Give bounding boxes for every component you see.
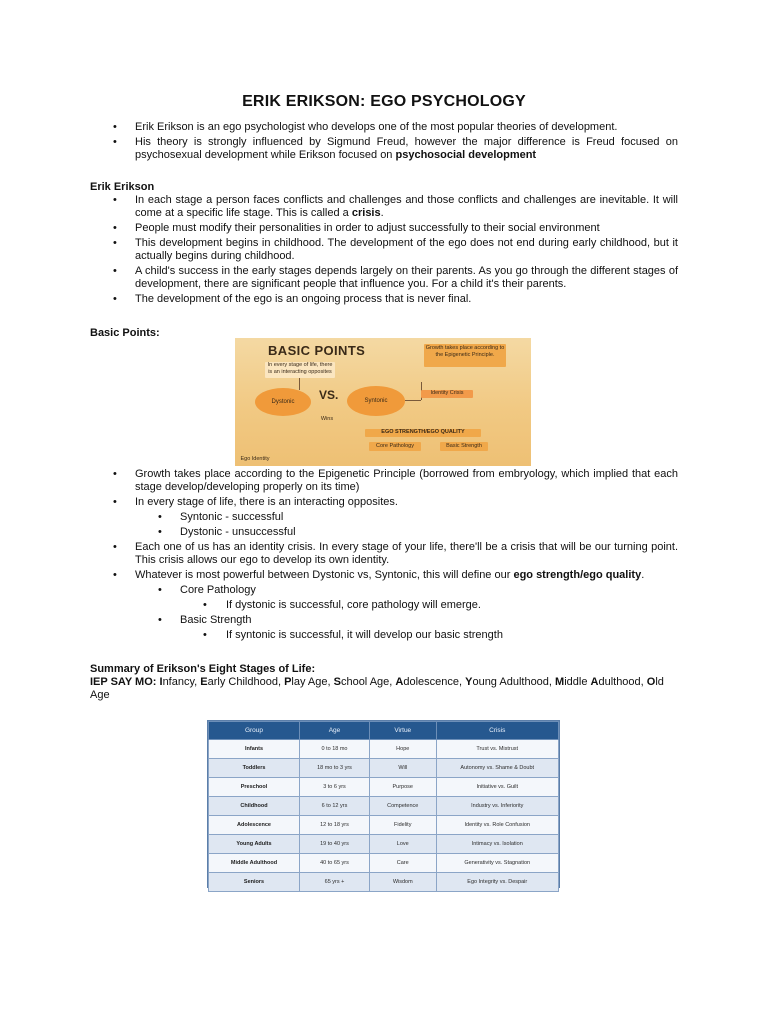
basic-points-heading: Basic Points: — [90, 327, 160, 339]
erik-bullet-5: • The development of the ego is an ongoing process that is never final. — [90, 293, 678, 306]
table-cell: 6 to 12 yrs — [300, 797, 370, 816]
table-header-cell: Group — [209, 722, 300, 740]
table-body — [209, 740, 559, 892]
diagram-wins-label: Wins — [320, 416, 334, 422]
table-row — [209, 759, 559, 778]
table-cell: Will — [370, 759, 437, 778]
mnemonic-initial: O — [646, 676, 656, 688]
table-cell: Autonomy vs. Shame & Doubt — [436, 759, 559, 778]
table-cell: Preschool — [209, 778, 300, 797]
table-cell: Fidelity — [370, 816, 437, 835]
crisis-emphasis: crisis — [351, 207, 381, 219]
erik-heading: Erik Erikson — [90, 181, 155, 193]
bp-bullet-4: • Whatever is most powerful between Dystonic vs, Syntonic, this will define our ego strength/ego quality. — [90, 569, 678, 582]
diagram-growth-box: Growth takes place according to the Epigenetic Principle. — [424, 344, 506, 367]
table-row — [209, 778, 559, 797]
mnemonic-rest: arly Childhood, — [207, 676, 285, 688]
table-cell: Purpose — [370, 778, 437, 797]
table-cell: Middle Adulthood — [209, 854, 300, 873]
table-cell: Identity vs. Role Confusion — [436, 816, 559, 835]
mnemonic-rest: lay Age, — [291, 676, 334, 688]
bp-sub-dystonic: • Dystonic - unsuccessful — [90, 526, 678, 539]
table-cell: 12 to 18 yrs — [300, 816, 370, 835]
table-header-row — [209, 722, 559, 740]
table-cell: Industry vs. Inferiority — [436, 797, 559, 816]
mnemonic-line — [90, 676, 678, 702]
intro-section — [90, 121, 678, 164]
erik-bullet-1: • In each stage a person faces conflicts and challenges and those conflicts and challenges are inevitable. It will come at a specific life stage. This is called a crisis. — [90, 194, 678, 220]
mnemonic-words — [90, 676, 664, 701]
bp-bullet-3: • Each one of us has an identity crisis. In every stage of your life, there'll be a crisis that will be our turning point. This crisis allows our ego to develop its own identity. — [90, 541, 678, 567]
table-header-cell: Age — [300, 722, 370, 740]
table-header-cell: Virtue — [370, 722, 437, 740]
erik-section — [90, 181, 678, 308]
mnemonic-initial: I — [159, 676, 163, 688]
summary-heading: Summary of Erikson's Eight Stages of Life: — [90, 663, 316, 675]
bp-bullet-1: • Growth takes place according to the Epigenetic Principle (borrowed from embryology, which implied that each stage develop/developing properly on its time) — [90, 468, 678, 494]
mnemonic-initial: M — [555, 676, 565, 688]
diagram-ego-strength-box: EGO STRENGTH/EGO QUALITY — [365, 429, 481, 437]
mnemonic-initial: A — [590, 676, 599, 688]
diagram-identity-crisis-box: Identity Crisis — [421, 390, 473, 398]
diagram-vs: VS. — [319, 388, 339, 402]
table-cell: Adolescence — [209, 816, 300, 835]
mnemonic-initial: P — [284, 676, 292, 688]
table-cell: 19 to 40 yrs — [300, 835, 370, 854]
mnemonic-rest: chool Age, — [340, 676, 396, 688]
mnemonic-initial: S — [333, 676, 341, 688]
diagram-core-pathology-box: Core Pathology — [369, 442, 421, 451]
table-row — [209, 835, 559, 854]
table-cell: Initiative vs. Guilt — [436, 778, 559, 797]
table-cell: Wisdom — [370, 873, 437, 892]
diagram-ego-identity-label: Ego Identity — [240, 456, 270, 462]
mnemonic-initial: A — [395, 676, 404, 688]
table-cell: Ego Integrity vs. Despair — [436, 873, 559, 892]
erik-bullet-4: • A child's success in the early stages depends largely on their parents. As you go through the different stages of development, there are significant people that influence you. For a child it's their parents. — [90, 265, 678, 291]
psychosocial-emphasis: psychosocial development — [395, 149, 537, 161]
bp-sub-syntonic: • Syntonic - successful — [90, 511, 678, 524]
diagram-dystonic-oval: Dystonic — [255, 388, 311, 416]
diagram-connector — [299, 378, 300, 390]
table-row — [209, 797, 559, 816]
table-cell: Hope — [370, 740, 437, 759]
table-cell: 18 mo to 3 yrs — [300, 759, 370, 778]
stages-table — [207, 720, 560, 888]
table-cell: Generativity vs. Stagnation — [436, 854, 559, 873]
basic-points-diagram — [235, 338, 531, 466]
table-cell: Competence — [370, 797, 437, 816]
table-cell: Love — [370, 835, 437, 854]
mnemonic-initial: E — [200, 676, 208, 688]
bp-sub-core-pathology: • Core Pathology — [90, 584, 678, 597]
intro-bullet-1: • Erik Erikson is an ego psychologist who develops one of the most popular theories of development. — [90, 121, 678, 134]
diagram-syntonic-oval: Syntonic — [347, 386, 405, 416]
table-cell: Infants — [209, 740, 300, 759]
table-cell: 3 to 6 yrs — [300, 778, 370, 797]
table-cell: Childhood — [209, 797, 300, 816]
mnemonic-initial: Y — [465, 676, 473, 688]
mnemonic-rest: dulthood, — [598, 676, 647, 688]
table-header-cell: Crisis — [436, 722, 559, 740]
table-row — [209, 816, 559, 835]
bp-sub-basic-strength: • Basic Strength — [90, 614, 678, 627]
diagram-connector — [405, 400, 421, 401]
table-cell: Seniors — [209, 873, 300, 892]
table-cell: 65 yrs + — [300, 873, 370, 892]
mnemonic-rest: iddle — [564, 676, 591, 688]
diagram-title: BASIC POINTS — [268, 343, 366, 358]
table-cell: 0 to 18 mo — [300, 740, 370, 759]
table-row — [209, 873, 559, 892]
intro-bullet-2: • His theory is strongly influenced by Sigmund Freud, however the major difference is Freud focused on psychosexual development while Erikson focused on psychosocial development — [90, 136, 678, 162]
mnemonic-label: IEP SAY MO: — [90, 676, 157, 688]
basic-points-bullets — [90, 468, 678, 644]
table-cell: Care — [370, 854, 437, 873]
table-row — [209, 854, 559, 873]
mnemonic-rest: ld Age — [90, 676, 664, 701]
mnemonic-rest: dolescence, — [403, 676, 466, 688]
page-title: ERIK ERIKSON: EGO PSYCHOLOGY — [242, 93, 526, 110]
bp-bullet-2: • In every stage of life, there is an interacting opposites. — [90, 496, 678, 509]
summary-section — [90, 663, 678, 702]
mnemonic-rest: nfancy, — [162, 676, 201, 688]
bp-sub-basic-strength-detail: • If syntonic is successful, it will develop our basic strength — [90, 629, 678, 642]
mnemonic-rest: oung Adulthood, — [472, 676, 556, 688]
erik-bullet-2: • People must modify their personalities in order to adjust successfully to their social environment — [90, 222, 678, 235]
diagram-basic-strength-box: Basic Strength — [440, 442, 488, 451]
diagram-interacting-box: In every stage of life, there is an interacting opposites — [265, 362, 335, 378]
bp-sub-core-pathology-detail: • If dystonic is successful, core pathology will emerge. — [90, 599, 678, 612]
table-cell: Intimacy vs. Isolation — [436, 835, 559, 854]
erik-bullet-3: • This development begins in childhood. The development of the ego does not end during early childhood, but it actually begins during childhood. — [90, 237, 678, 263]
table-cell: 40 to 65 yrs — [300, 854, 370, 873]
table-cell: Trust vs. Mistrust — [436, 740, 559, 759]
table-cell: Toddlers — [209, 759, 300, 778]
ego-strength-emphasis: ego strength/ego quality — [513, 569, 642, 581]
table-row — [209, 740, 559, 759]
table-cell: Young Adults — [209, 835, 300, 854]
